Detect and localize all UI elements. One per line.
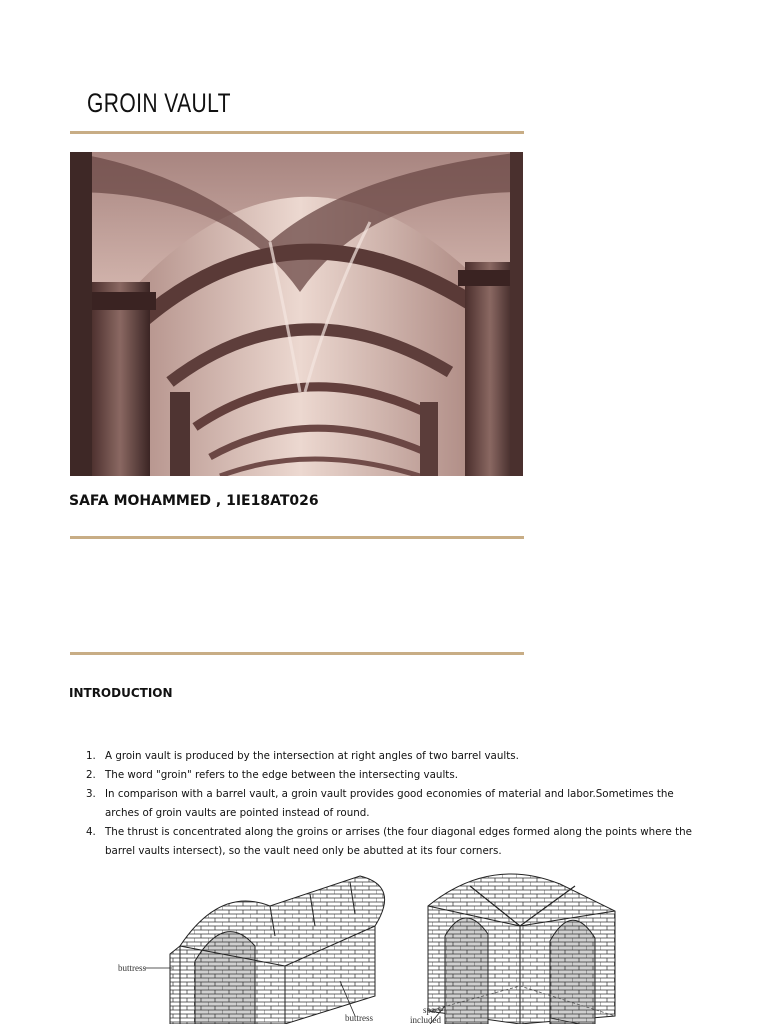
vault-diagram [110,866,640,1024]
list-item [69,785,699,823]
groin-vault-drawing [428,874,615,1024]
list-text: The thrust is concentrated along the groins or arrises (the four diagonal edges formed along the points where the barrel vaults intersect), so the vault need only be abutted at its four corners. [105,826,692,857]
section-divider [70,652,524,655]
section-heading: INTRODUCTION [69,686,173,700]
author-divider [70,536,524,539]
document-title: GROIN VAULT [87,88,231,119]
buttress-label: buttress [345,1013,373,1023]
list-item [69,823,699,861]
list-text: A groin vault is produced by the intersection at right angles of two barrel vaults. [105,750,519,762]
included-label: included [410,1015,441,1024]
introduction-list [69,747,699,861]
list-number: 4. [86,826,96,838]
list-number: 1. [86,750,96,762]
buttress-label: buttress [118,963,146,973]
list-number: 3. [86,788,96,800]
barrel-vault-drawing [145,876,385,1024]
list-number: 2. [86,769,96,781]
space-label: space [423,1005,443,1015]
groin-vault-photo [70,152,523,476]
title-divider [70,131,524,134]
list-text: The word "groin" refers to the edge between the intersecting vaults. [105,769,458,781]
author-line: SAFA MOHAMMED , 1IE18AT026 [69,493,319,509]
list-text: In comparison with a barrel vault, a groin vault provides good economies of material and labor.Sometimes the arches of groin vaults are pointed instead of round. [105,788,674,819]
list-item [69,766,699,785]
list-item [69,747,699,766]
